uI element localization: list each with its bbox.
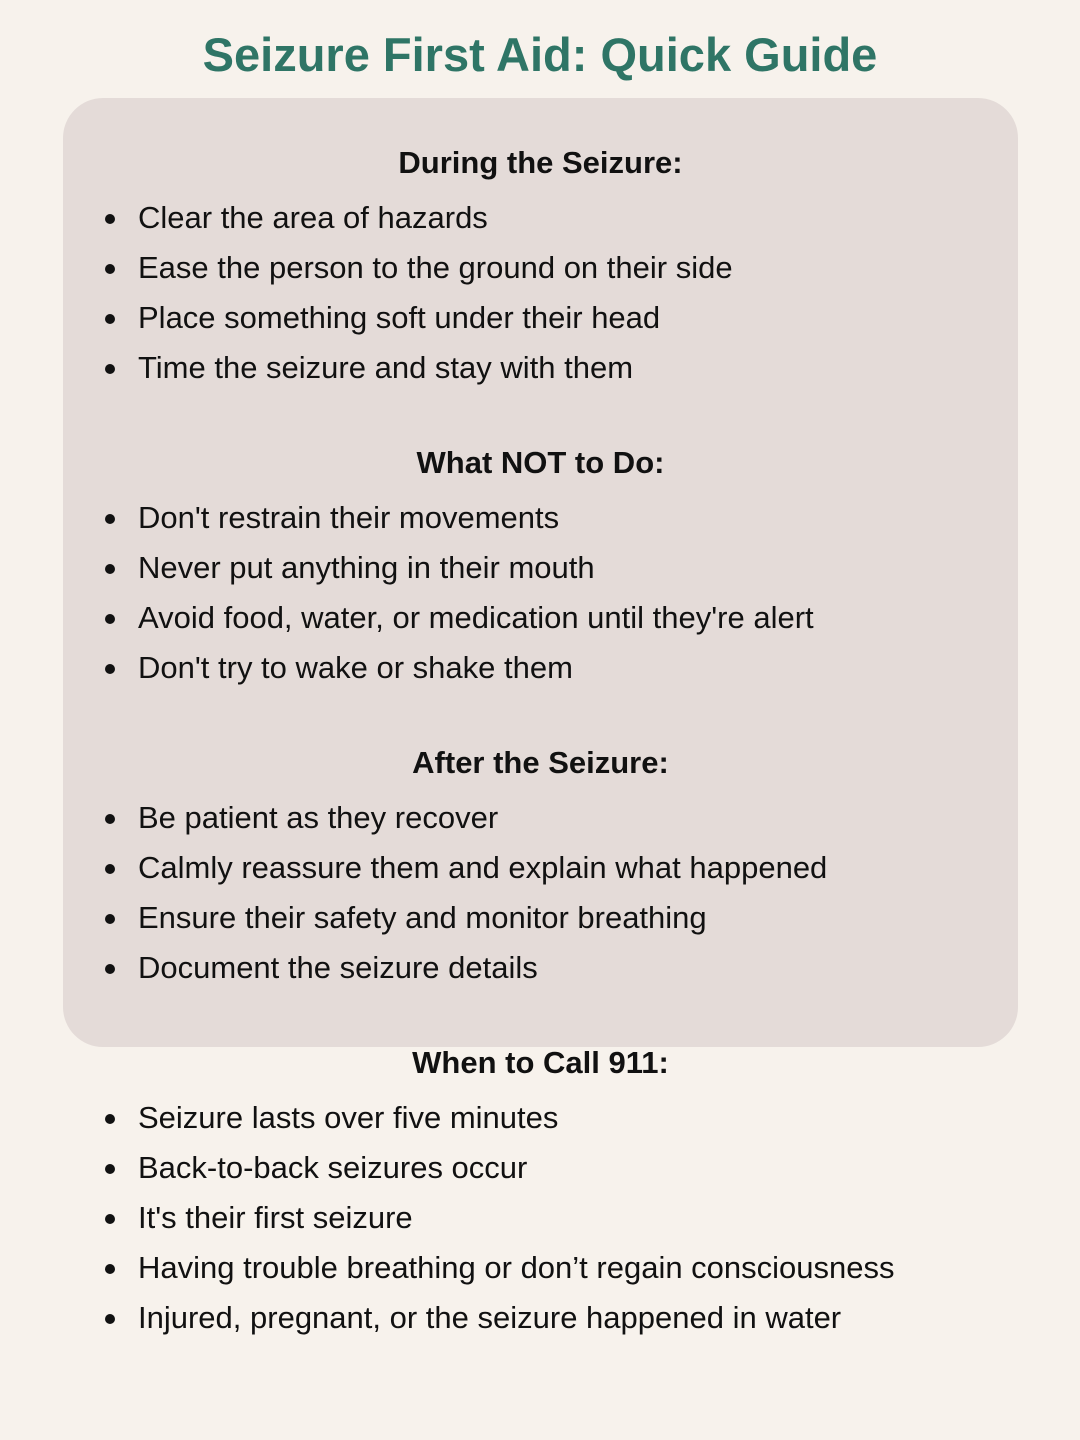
guide-card <box>63 98 1018 1335</box>
bullet-icon <box>105 1264 115 1274</box>
list-item-text: Don't try to wake or shake them <box>138 650 573 685</box>
list-item-text: Be patient as they recover <box>138 800 499 835</box>
list-item-text: Document the seizure details <box>138 950 538 985</box>
list-item <box>63 1143 1018 1193</box>
list-item-text: Don't restrain their movements <box>138 500 560 535</box>
list-item <box>63 1093 1018 1143</box>
list-item-text: Time the seizure and stay with them <box>138 350 634 385</box>
bullet-icon <box>105 514 115 524</box>
list-item <box>63 493 1018 543</box>
bullet-icon <box>105 864 115 874</box>
bullet-icon <box>105 664 115 674</box>
list-item <box>63 1193 1018 1243</box>
list-item <box>63 893 1018 943</box>
list-item-text: Back-to-back seizures occur <box>138 1150 528 1185</box>
list-item <box>63 593 1018 643</box>
bullet-icon <box>105 614 115 624</box>
bullet-icon <box>105 964 115 974</box>
list-item <box>63 1293 1018 1343</box>
section-during-seizure <box>63 143 1018 393</box>
list-item-text: Seizure lasts over five minutes <box>138 1100 559 1135</box>
bullet-icon <box>105 314 115 324</box>
list-item <box>63 543 1018 593</box>
bullet-icon <box>105 364 115 374</box>
list-item-text: Ease the person to the ground on their side <box>138 250 733 285</box>
list-item <box>63 1243 1018 1293</box>
section-when-to-call-911 <box>63 1043 1018 1343</box>
list-item <box>63 843 1018 893</box>
list-item <box>63 793 1018 843</box>
bullet-icon <box>105 564 115 574</box>
list-item-text: Clear the area of hazards <box>138 200 488 235</box>
bullet-icon <box>105 214 115 224</box>
bullet-list <box>63 193 1018 393</box>
bullet-icon <box>105 814 115 824</box>
bullet-icon <box>105 914 115 924</box>
list-item <box>63 243 1018 293</box>
bullet-icon <box>105 1214 115 1224</box>
bullet-list <box>63 1093 1018 1343</box>
section-heading: During the Seizure: <box>398 145 683 180</box>
section-what-not-to-do <box>63 443 1018 693</box>
page-title: Seizure First Aid: Quick Guide <box>202 28 878 81</box>
list-item-text: Place something soft under their head <box>138 300 661 335</box>
bullet-icon <box>105 1164 115 1174</box>
list-item-text: Injured, pregnant, or the seizure happened in water <box>138 1300 842 1335</box>
list-item <box>63 293 1018 343</box>
list-item <box>63 943 1018 993</box>
list-item-text: Calmly reassure them and explain what happened <box>138 850 828 885</box>
list-item <box>63 193 1018 243</box>
list-item <box>63 343 1018 393</box>
bullet-list <box>63 793 1018 993</box>
section-heading: What NOT to Do: <box>416 445 665 480</box>
bullet-icon <box>105 1114 115 1124</box>
bullet-icon <box>105 264 115 274</box>
list-item-text: Never put anything in their mouth <box>138 550 595 585</box>
section-heading: When to Call 911: <box>412 1045 669 1080</box>
list-item-text: Ensure their safety and monitor breathing <box>138 900 707 935</box>
list-item-text: Having trouble breathing or don’t regain consciousness <box>138 1250 895 1285</box>
bullet-icon <box>105 1314 115 1324</box>
list-item-text: It's their first seizure <box>138 1200 413 1235</box>
section-after-seizure <box>63 743 1018 993</box>
bullet-list <box>63 493 1018 693</box>
section-heading: After the Seizure: <box>412 745 669 780</box>
list-item <box>63 643 1018 693</box>
list-item-text: Avoid food, water, or medication until they're alert <box>138 600 814 635</box>
